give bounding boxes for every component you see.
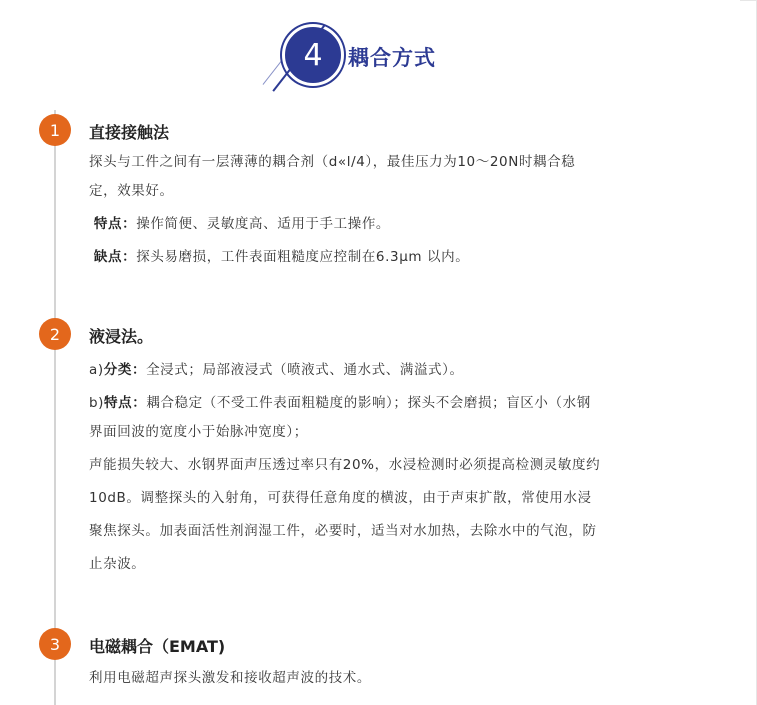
feature-text: 操作简便、灵敏度高、适用于手工操作。 xyxy=(136,216,391,232)
classification-text: 全浸式；局部液浸式（喷液式、通水式、满溢式）。 xyxy=(146,362,464,378)
section-2-para-line-2: 10dB。调整探头的入射角，可获得任意角度的横波，由于声束扩散，常使用水浸 xyxy=(89,490,592,506)
features-text-line-1: 耦合稳定（不受工件表面粗糙度的影响）；探头不会磨损；盲区小（水钢 xyxy=(146,395,591,411)
section-title-3: 电磁耦合（EMAT) xyxy=(89,637,226,656)
header-title: 耦合方式 xyxy=(348,46,436,70)
section-2-para-line-4: 止杂波。 xyxy=(89,556,146,572)
drawback-label: 缺点： xyxy=(93,249,137,265)
features-text-line-2: 界面回波的宽度小于始脉冲宽度）； xyxy=(89,424,308,440)
header-number-badge: 4 xyxy=(282,24,344,86)
section-1-feature xyxy=(89,210,689,239)
section-1-desc-line-2: 定，效果好。 xyxy=(89,183,174,199)
section-1-desc-line-1: 探头与工件之间有一层薄薄的耦合剂（d«l/4），最佳压力为10～20N时耦合稳 xyxy=(89,154,576,170)
step-badge-3: 3 xyxy=(39,628,71,660)
classification-prefix: a) xyxy=(89,362,104,378)
section-2-features xyxy=(89,389,689,418)
section-body-2 xyxy=(89,356,689,579)
features-prefix: b) xyxy=(89,395,105,411)
section-body-1 xyxy=(89,148,689,272)
section-body-3 xyxy=(89,664,689,693)
drawback-text: 探头易磨损，工件表面粗糙度应控制在6.3μm 以内。 xyxy=(136,249,470,265)
feature-label: 特点： xyxy=(93,216,137,232)
classification-label: 分类： xyxy=(103,362,147,378)
section-header xyxy=(0,0,757,110)
section-2-classification xyxy=(89,356,689,385)
section-title-1: 直接接触法 xyxy=(89,123,170,142)
section-2-para-line-3: 聚焦探头。加表面活性剂润湿工件，必要时，适当对水加热，去除水中的气泡，防 xyxy=(89,523,597,539)
header-badge-decoration xyxy=(276,18,350,86)
timeline-line xyxy=(54,110,56,705)
step-badge-2: 2 xyxy=(39,318,71,350)
section-3-desc-line-1: 利用电磁超声探头激发和接收超声波的技术。 xyxy=(89,670,371,686)
section-title-2: 液浸法。 xyxy=(89,327,154,346)
features-label: 特点： xyxy=(104,395,147,411)
step-badge-1: 1 xyxy=(39,114,71,146)
section-2-para-line-1: 声能损失较大、水钢界面声压透过率只有20%，水浸检测时必须提高检测灵敏度约 xyxy=(89,457,601,473)
section-1-drawback xyxy=(89,243,689,272)
